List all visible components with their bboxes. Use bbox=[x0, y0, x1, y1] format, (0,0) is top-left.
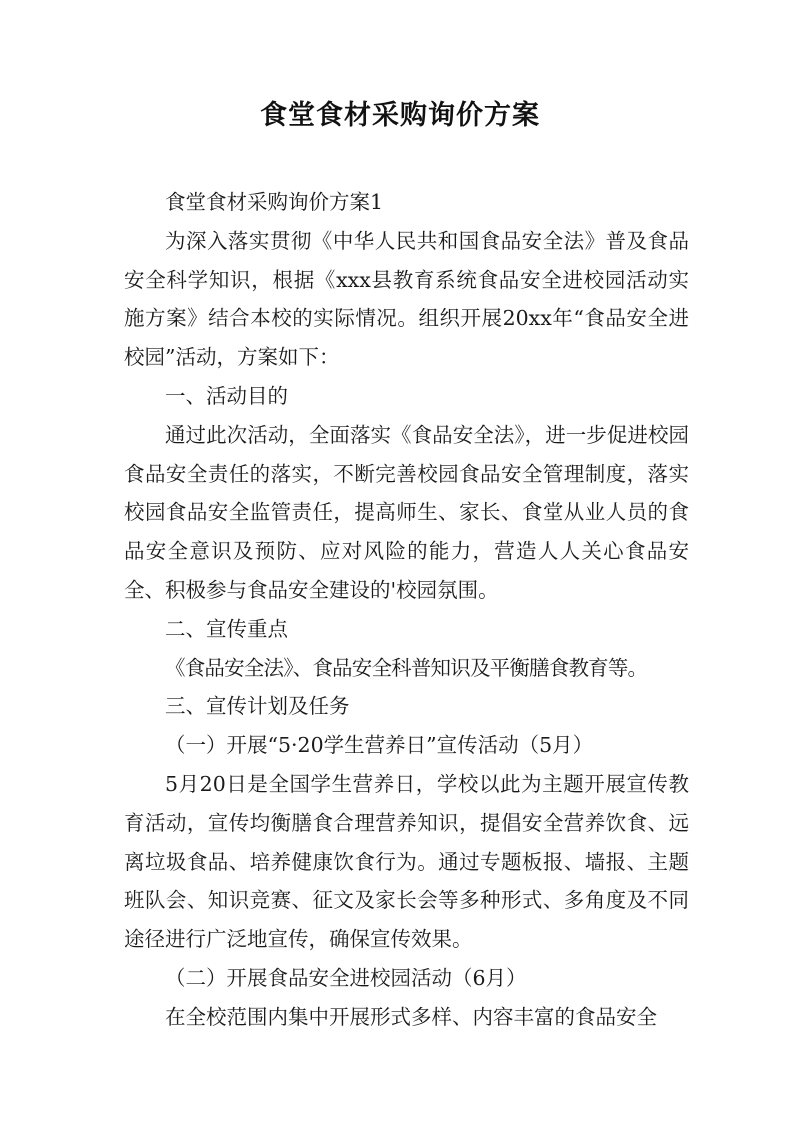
paragraph: 为深入落实贯彻《中华人民共和国食品安全法》普及食品安全科学知识，根据《xxx县教育系统食品安全进校园活动实施方案》结合本校的实际情况。组织开展20xx年“食品安全进校园”活动，方案如下： bbox=[124, 228, 689, 370]
paragraph: 《食品安全法》、食品安全科普知识及平衡膳食教育等。 bbox=[165, 655, 648, 680]
section-heading: 二、宣传重点 bbox=[165, 616, 288, 641]
section-heading: 一、活动目的 bbox=[165, 383, 288, 408]
document-body bbox=[124, 183, 689, 1037]
paragraph: 5月20日是全国学生营养日，学校以此为主题开展宣传教育活动，宣传均衡膳食合理营养知识，提倡安全营养饮食、远离垃圾食品、培养健康饮食行为。通过专题板报、墙报、主题班队会、知识竞赛、征文及家长会等多种形式、多角度及不同途径进行广泛地宣传，确保宣传效果。 bbox=[124, 771, 689, 952]
paragraph: 通过此次活动，全面落实《食品安全法》，进一步促进校园食品安全责任的落实，不断完善校园食品安全管理制度，落实校园食品安全监管责任，提高师生、家长、食堂从业人员的食品安全意识及预防、应对风险的能力，营造人人关心食品安全、积极参与食品安全建设的'校园氛围。 bbox=[124, 422, 689, 602]
subsection-heading: （一）开展“5·20学生营养日”宣传活动（5月） bbox=[165, 733, 594, 758]
subsection-heading: （二）开展食品安全进校园活动（6月） bbox=[165, 965, 527, 990]
section-heading: 食堂食材采购询价方案1 bbox=[165, 190, 384, 214]
section-heading: 三、宣传计划及任务 bbox=[165, 694, 350, 719]
paragraph: 在全校范围内集中开展形式多样、内容丰富的食品安全 bbox=[165, 1004, 657, 1029]
document-title: 食堂食材采购询价方案 bbox=[260, 100, 540, 131]
